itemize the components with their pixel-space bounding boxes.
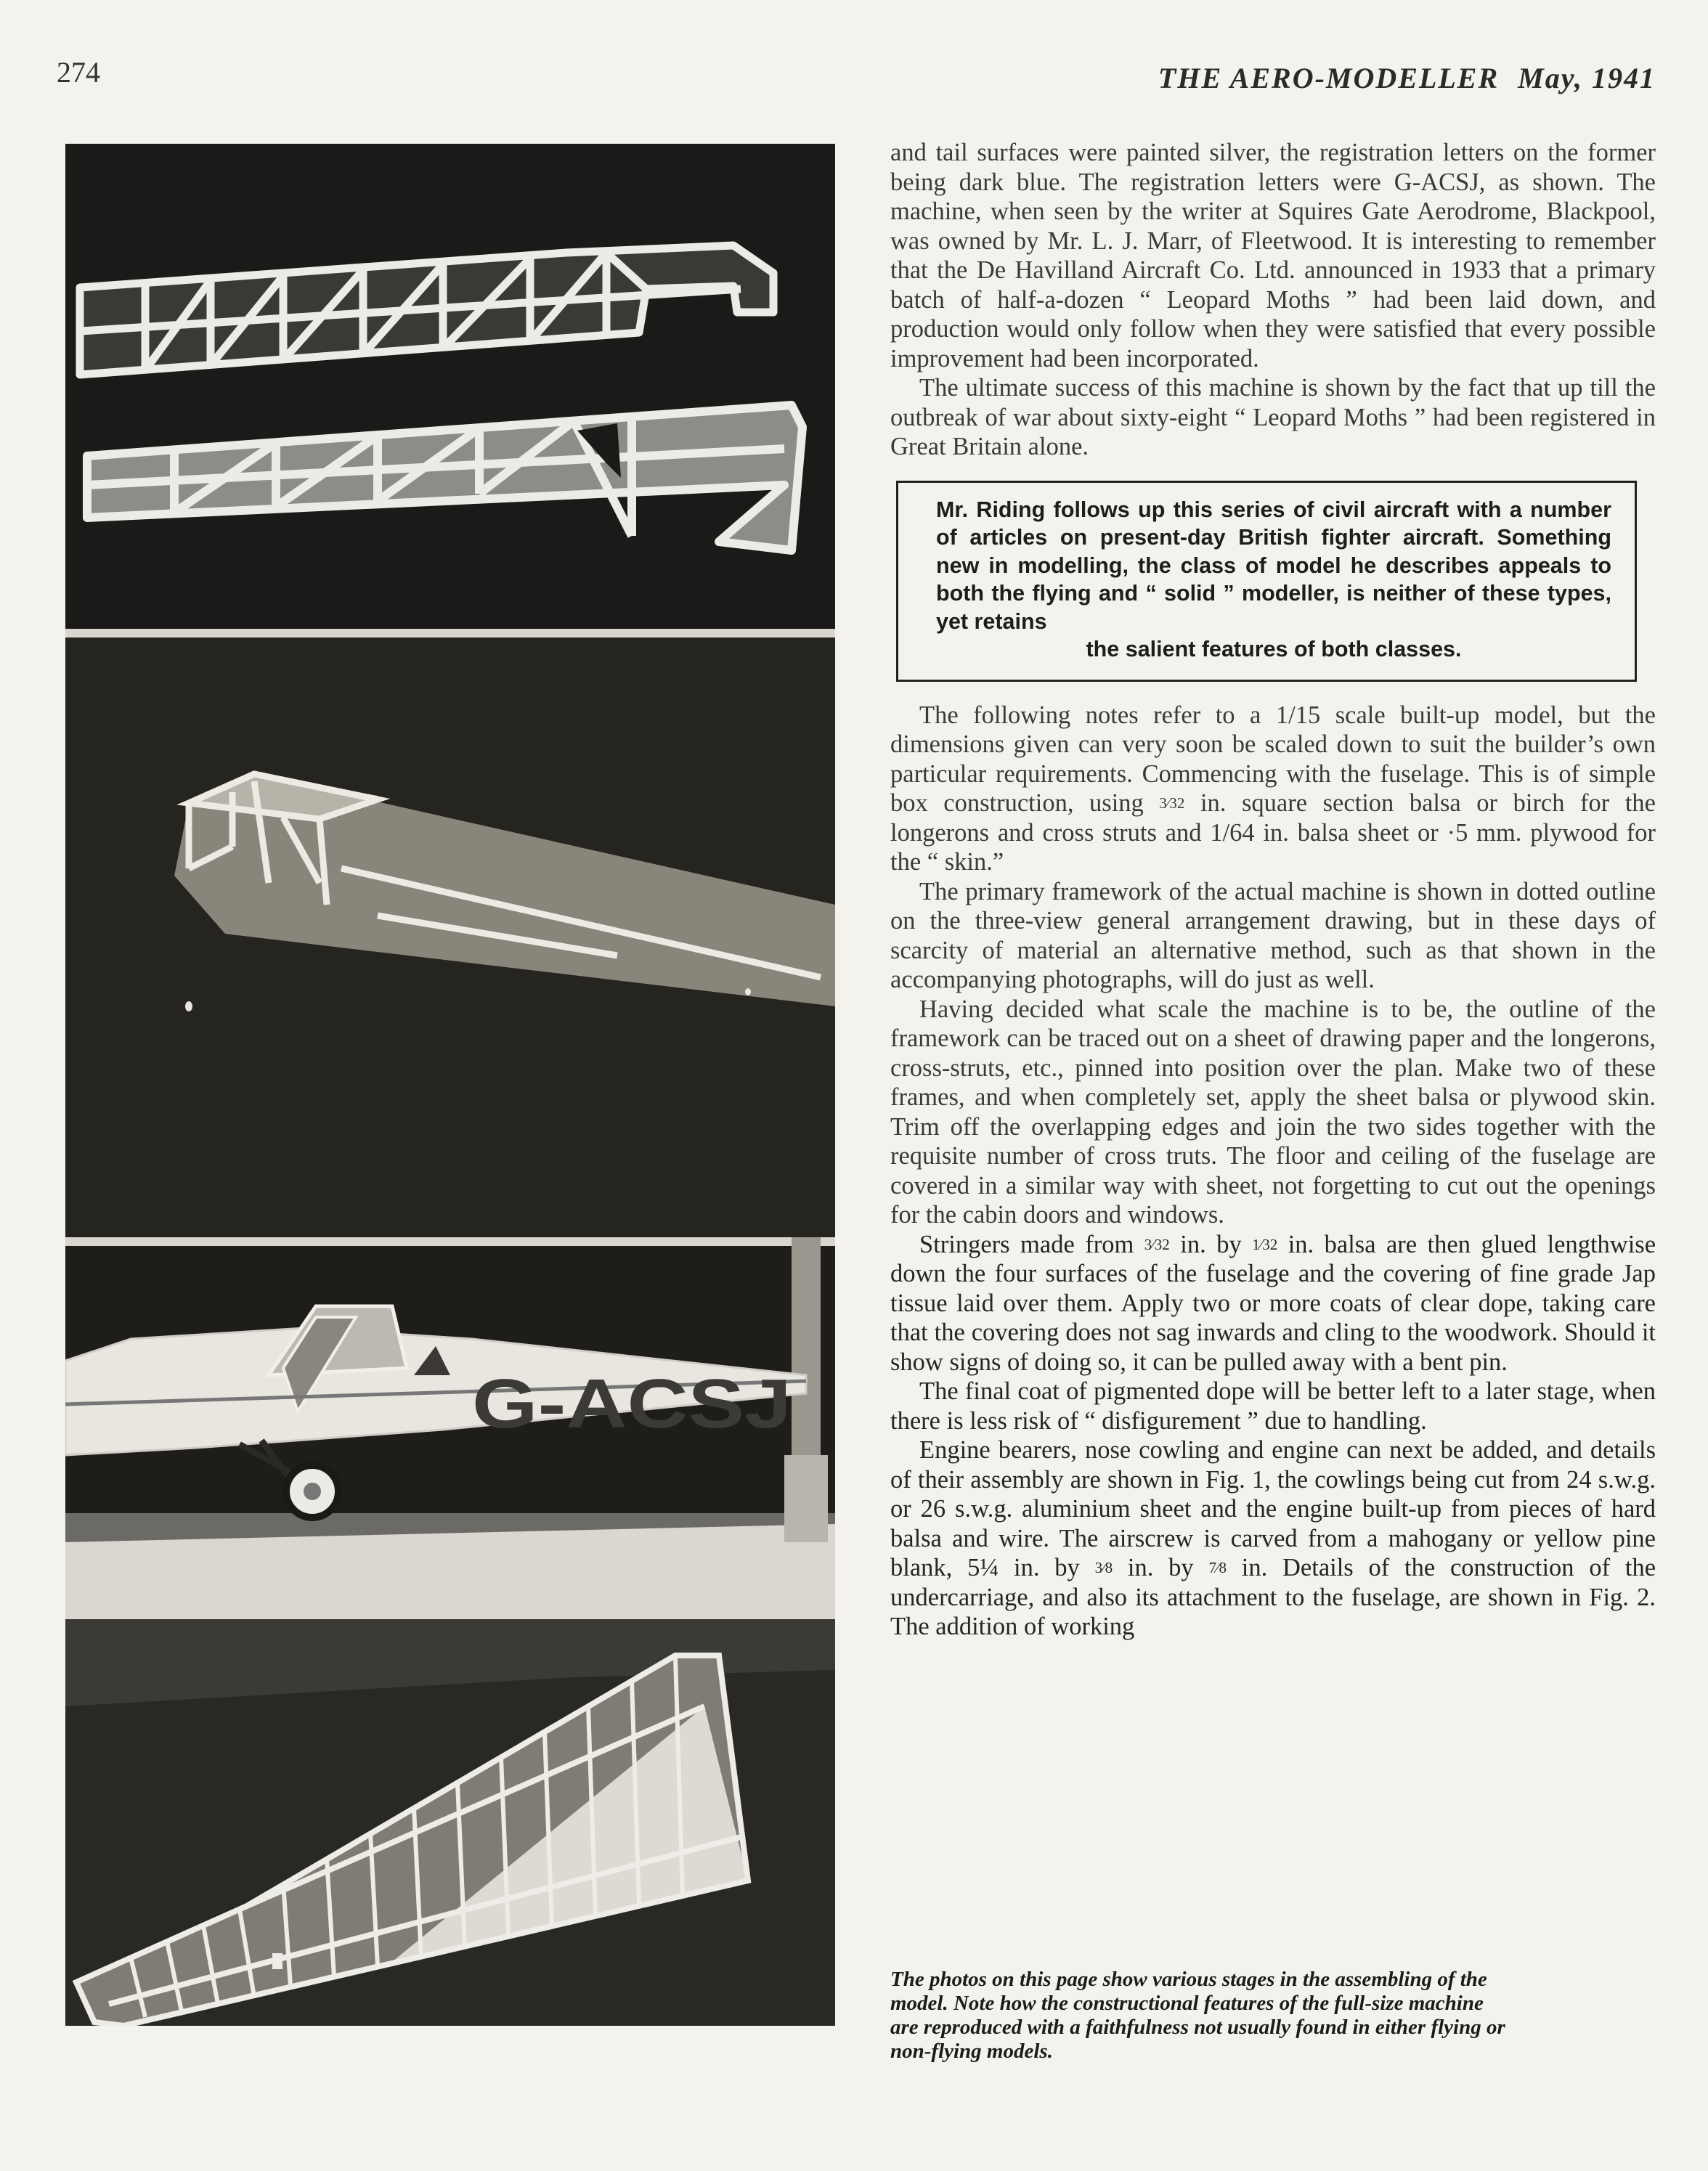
photo-fuselage-skinned <box>65 629 835 1237</box>
article-paragraph <box>890 1230 1656 1377</box>
text-run: in. balsa are then glued lengthwise down the four surfaces of the fuselage and the covering of fine grade Jap tissue laid over them. Apply two or more coats of clear dope, taking care that the covering does not sag inwards and cling to the woodwork. Should it show signs of doing so, it can be pulled away with a bent pin. <box>890 1230 1656 1376</box>
registration-letters: G-ACSJ <box>472 1365 792 1443</box>
page-number: 274 <box>57 56 100 89</box>
article-text <box>890 138 1656 1642</box>
fraction: 1⁄32 <box>1252 1235 1278 1253</box>
fraction: 3⁄8 <box>1094 1559 1113 1576</box>
photo-fuselage-frames <box>65 144 835 629</box>
article-paragraph <box>890 1435 1656 1642</box>
article-paragraph <box>890 701 1656 877</box>
mixed-number: 5¼ <box>967 1554 999 1581</box>
article-paragraph: Having decided what scale the machine is to be, the outline of the framework can be traced out on a sheet of drawing paper and the longerons, cross-struts, etc., pinned into position over the plan. Make two of these frames, and when completely set, apply the sheet balsa or plywood skin. Trim off the overlapping edges and join the two sides together with the requisite number of cross truts. The floor and ceiling of the fuselage are covered in a similar way with sheet, not forgetting to cut out the openings for the cabin doors and windows. <box>890 995 1656 1229</box>
editor-note-last-line: the salient features of both classes. <box>1086 637 1462 661</box>
text-run: in. Details of the construction of the undercarriage, and also its attachment to the fuselage, are shown in Fig. 2. The addition of working <box>890 1554 1656 1640</box>
issue-date: May, 1941 <box>1518 62 1656 94</box>
photo-caption: The photos on this page show various stages in the assembling of the model. Note how the constructional features of the full-size machine are reproduced with a faithfulness not usually found in either flying or non-flying models. <box>890 1968 1505 2063</box>
editor-note-text: Mr. Riding follows up this series of civil aircraft with a number of articles on present-day British fighter aircraft. Something new in modelling, the class of model he describes appeals to both the flying and “ solid ” modeller, is neither of these types, yet retains <box>936 497 1611 634</box>
article-paragraph: The primary framework of the actual machine is shown in dotted outline on the three-view general arrangement drawing, but in these days of scarcity of material an alternative method, such as that shown in the accompanying photographs, will do just as well. <box>890 877 1656 993</box>
text-run: The following notes refer to a 1/15 scale built-up model, but the dimensions given can very soon be scaled down to suit the builder’s own particular requirements. Commencing with the fuselage. This is of simple box construction, using <box>890 701 1656 817</box>
photo-column <box>65 144 835 2026</box>
article-paragraph: The final coat of pigmented dope will be better left to a later stage, when there is less risk of “ disfigurement ” due to handling. <box>890 1377 1656 1435</box>
text-run: in. by <box>1180 1230 1242 1258</box>
fraction: 3⁄32 <box>1159 794 1185 812</box>
editor-note-box <box>896 481 1637 682</box>
text-run: Stringers made from <box>919 1230 1134 1258</box>
magazine-title: THE AERO-MODELLER <box>1158 62 1500 94</box>
photo-wing-framework <box>65 1619 835 2026</box>
article-paragraph: and tail surfaces were painted silver, the registration letters on the former being dark blue. The registration letters were G-ACSJ, as shown. The machine, when seen by the writer at Squires Gate Aerodrome, Blackpool, was owned by Mr. L. J. Marr, of Fleetwood. It is interesting to remember that the De Havilland Aircraft Co. Ltd. announced in 1933 that a primary batch of half-a-dozen “ Leopard Moths ” had been laid down, and production would only follow when they were satisfied that every possible improvement had been incorporated. <box>890 139 1656 372</box>
fraction: 7⁄8 <box>1208 1559 1227 1576</box>
text-run: in. by <box>1014 1554 1080 1581</box>
text-run: in. by <box>1127 1554 1194 1581</box>
fraction: 3⁄32 <box>1144 1235 1170 1253</box>
running-header <box>1158 61 1656 95</box>
article-paragraph: The ultimate success of this machine is shown by the fact that up till the outbreak of war about sixty-eight “ Leopard Moths ” had been registered in Great Britain alone. <box>890 374 1656 460</box>
text-run: in. square section balsa or birch for the longerons and cross struts and 1/64 in. balsa sheet or ·5 mm. plywood for the “ skin.” <box>890 789 1656 876</box>
text-run: Engine bearers, nose cowling and engine can next be added, and details of their assembly are shown in Fig. 1, the cowlings being cut from 24 s.w.g. or 26 s.w.g. aluminium sheet and the engine built-up from pieces of hard balsa and wire. The airscrew is carved from a mahogany or yellow pine blank, <box>890 1436 1656 1581</box>
photo-finished-model <box>65 1237 835 1619</box>
